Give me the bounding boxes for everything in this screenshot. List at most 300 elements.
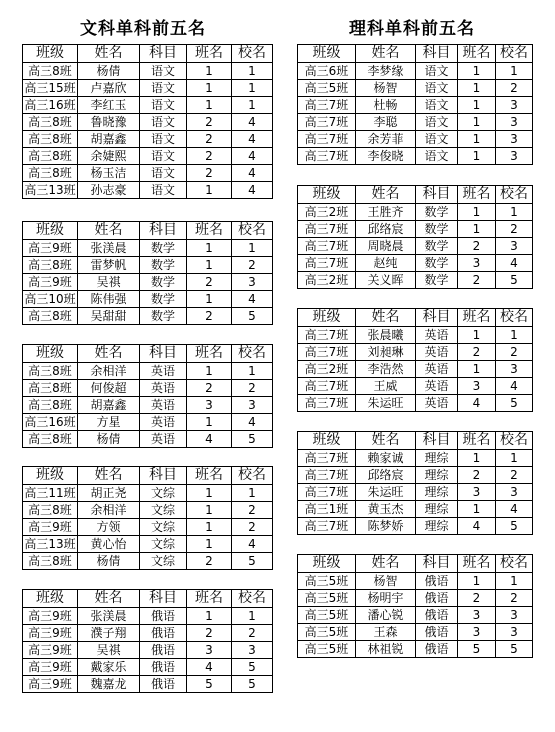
table-cell: 高三9班: [23, 519, 78, 536]
table-cell: 3: [496, 97, 533, 114]
table-cell: 4: [496, 255, 533, 272]
table-cell: 3: [458, 378, 496, 395]
table-cell: 语文: [140, 80, 187, 97]
table-cell: 1: [187, 63, 232, 80]
column-header: 科目: [140, 345, 187, 363]
table-cell: 俄语: [416, 607, 458, 624]
table-cell: 方领: [78, 519, 140, 536]
table-row: [298, 395, 533, 412]
table-header-row: [23, 590, 273, 608]
table-row: [23, 80, 273, 97]
column-header: 班级: [23, 345, 78, 363]
right-english-table: [297, 308, 533, 412]
table-cell: 4: [232, 536, 273, 553]
table-cell: 语文: [140, 63, 187, 80]
table-cell: 2: [496, 590, 533, 607]
table-cell: 高三16班: [24, 415, 76, 429]
right-chinese-table: [297, 44, 533, 165]
table-cell: 陈梦娇: [356, 518, 416, 535]
table-cell: 语文: [140, 182, 187, 199]
table-row: [298, 641, 533, 658]
table-cell: 高三8班: [23, 380, 78, 397]
table-header-row: [298, 432, 533, 450]
table-cell: 2: [458, 344, 496, 361]
column-header: 校名: [496, 555, 533, 573]
table-cell: 1: [187, 414, 232, 431]
table-cell: 语文: [416, 97, 458, 114]
table-cell: 邱络宸: [356, 467, 416, 484]
table-cell: 王森: [356, 624, 416, 641]
table-cell: 英语: [416, 361, 458, 378]
table-cell: 1: [187, 240, 232, 257]
table-cell: 2: [232, 257, 273, 274]
table-cell: 理综: [416, 501, 458, 518]
table-cell: 1: [458, 327, 496, 344]
table-cell: 5: [496, 272, 533, 289]
table-cell: 高三5班: [298, 624, 356, 641]
column-header: 班名: [187, 467, 232, 485]
table-cell: 3: [496, 607, 533, 624]
table-cell: 胡嘉鑫: [78, 131, 140, 148]
table-cell: 高三7班: [298, 327, 356, 344]
table-cell: 高三5班: [298, 607, 356, 624]
table-row: [23, 274, 273, 291]
table-cell: 高三11班: [24, 486, 76, 500]
table-cell: 4: [496, 501, 533, 518]
table-cell: 1: [187, 80, 232, 97]
table-cell: 高三5班: [298, 641, 356, 658]
table-cell: 俄语: [140, 659, 187, 676]
table-cell: 英语: [140, 414, 187, 431]
table-cell: 吴祺: [78, 274, 140, 291]
table-cell: 文综: [140, 519, 187, 536]
table-row: [23, 308, 273, 325]
table-cell: 邱络宸: [356, 221, 416, 238]
table-cell: 语文: [416, 114, 458, 131]
table-row: [298, 484, 533, 501]
table-cell: 高三8班: [23, 553, 78, 570]
column-header: 校名: [496, 309, 533, 327]
right-title: 理科单科前五名: [349, 19, 475, 39]
table-cell: 高三13班: [24, 183, 76, 197]
table-cell: 语文: [140, 148, 187, 165]
table-cell: 英语: [416, 327, 458, 344]
table-cell: 潘心锐: [356, 607, 416, 624]
table-row: [23, 182, 273, 199]
table-cell: 高三2班: [298, 272, 356, 289]
column-header: 校名: [496, 45, 533, 63]
table-cell: 英语: [416, 395, 458, 412]
table-row: [23, 97, 273, 114]
table-cell: 4: [232, 291, 273, 308]
left-chinese-table: [22, 44, 273, 199]
table-cell: 俄语: [140, 608, 187, 625]
table-cell: 2: [187, 308, 232, 325]
table-cell: 高三7班: [298, 97, 356, 114]
table-cell: 1: [458, 148, 496, 165]
table-row: [23, 63, 273, 80]
column-header: 班名: [458, 45, 496, 63]
table-cell: 1: [458, 221, 496, 238]
table-cell: 2: [458, 272, 496, 289]
table-cell: 1: [232, 608, 273, 625]
table-cell: 朱运旺: [356, 395, 416, 412]
table-cell: 1: [496, 63, 533, 80]
table-cell: 1: [232, 240, 273, 257]
table-cell: 高三5班: [298, 590, 356, 607]
table-cell: 1: [187, 485, 232, 502]
table-cell: 高三8班: [23, 397, 78, 414]
table-cell: 3: [496, 131, 533, 148]
column-header: 科目: [140, 45, 187, 63]
table-cell: 1: [458, 450, 496, 467]
table-cell: 杜畅: [356, 97, 416, 114]
table-cell: 1: [458, 80, 496, 97]
table-header-row: [298, 309, 533, 327]
table-cell: 2: [187, 274, 232, 291]
table-cell: 高三2班: [298, 204, 356, 221]
table-cell: 数学: [416, 238, 458, 255]
column-header: 科目: [140, 467, 187, 485]
table-row: [298, 518, 533, 535]
table-row: [23, 608, 273, 625]
table-cell: 魏嘉龙: [78, 676, 140, 693]
table-cell: 1: [496, 573, 533, 590]
table-cell: 5: [458, 641, 496, 658]
table-cell: 俄语: [416, 641, 458, 658]
table-cell: 5: [496, 395, 533, 412]
column-header: 班级: [298, 555, 356, 573]
table-cell: 高三7班: [298, 221, 356, 238]
table-cell: 高三10班: [24, 292, 76, 306]
table-cell: 高三8班: [23, 363, 78, 380]
table-cell: 关义晖: [356, 272, 416, 289]
table-row: [298, 80, 533, 97]
table-cell: 高三7班: [298, 344, 356, 361]
column-header: 校名: [496, 186, 533, 204]
table-cell: 英语: [416, 378, 458, 395]
table-cell: 吴祺: [78, 642, 140, 659]
column-header: 科目: [416, 45, 458, 63]
table-cell: 赖家诚: [356, 450, 416, 467]
table-cell: 吴甜甜: [78, 308, 140, 325]
table-cell: 3: [496, 484, 533, 501]
table-cell: 李梦缘: [356, 63, 416, 80]
table-cell: 余相洋: [78, 502, 140, 519]
table-cell: 高三8班: [23, 165, 78, 182]
table-cell: 高三7班: [298, 131, 356, 148]
table-cell: 高三8班: [23, 257, 78, 274]
table-cell: 高三8班: [23, 63, 78, 80]
table-cell: 1: [458, 63, 496, 80]
table-cell: 2: [496, 221, 533, 238]
table-row: [298, 327, 533, 344]
table-cell: 1: [232, 485, 273, 502]
table-cell: 黄玉杰: [356, 501, 416, 518]
table-cell: 高三8班: [23, 148, 78, 165]
table-cell: 高三7班: [298, 255, 356, 272]
table-cell: 2: [496, 80, 533, 97]
table-cell: 高三7班: [298, 484, 356, 501]
table-row: [298, 344, 533, 361]
table-header-row: [298, 45, 533, 63]
table-row: [298, 590, 533, 607]
table-cell: 5: [496, 641, 533, 658]
right-russian-table: [297, 554, 533, 658]
table-row: [23, 625, 273, 642]
table-cell: 高三8班: [23, 114, 78, 131]
table-cell: 数学: [140, 274, 187, 291]
table-cell: 1: [232, 63, 273, 80]
table-header-row: [23, 345, 273, 363]
table-row: [23, 380, 273, 397]
table-cell: 高三2班: [298, 361, 356, 378]
column-header: 科目: [416, 186, 458, 204]
table-cell: 杨倩: [78, 553, 140, 570]
table-cell: 3: [187, 397, 232, 414]
column-header: 班名: [187, 345, 232, 363]
table-cell: 4: [458, 395, 496, 412]
table-row: [23, 485, 273, 502]
table-cell: 4: [232, 182, 273, 199]
table-row: [23, 257, 273, 274]
column-header: 姓名: [78, 345, 140, 363]
table-cell: 高三9班: [23, 274, 78, 291]
table-cell: 3: [496, 361, 533, 378]
table-row: [298, 450, 533, 467]
table-cell: 4: [232, 148, 273, 165]
column-header: 姓名: [356, 186, 416, 204]
table-cell: 理综: [416, 518, 458, 535]
table-cell: 高三5班: [298, 573, 356, 590]
table-header-row: [23, 45, 273, 63]
table-cell: 3: [232, 274, 273, 291]
table-cell: 数学: [416, 204, 458, 221]
table-row: [298, 607, 533, 624]
table-cell: 1: [187, 97, 232, 114]
table-cell: 俄语: [140, 642, 187, 659]
table-cell: 文综: [140, 502, 187, 519]
table-cell: 胡正尧: [78, 485, 140, 502]
table-cell: 2: [232, 519, 273, 536]
table-cell: 陈伟强: [78, 291, 140, 308]
table-cell: 5: [232, 659, 273, 676]
table-row: [23, 240, 273, 257]
table-cell: 2: [187, 131, 232, 148]
table-cell: 4: [232, 414, 273, 431]
table-cell: 濮子翔: [78, 625, 140, 642]
column-header: 姓名: [356, 45, 416, 63]
table-cell: 1: [232, 97, 273, 114]
table-cell: 李红玉: [78, 97, 140, 114]
table-row: [298, 63, 533, 80]
table-cell: 3: [232, 642, 273, 659]
table-cell: 语文: [416, 80, 458, 97]
table-cell: 2: [187, 553, 232, 570]
table-cell: 余芳菲: [356, 131, 416, 148]
table-cell: 4: [496, 378, 533, 395]
table-cell: 1: [232, 80, 273, 97]
table-row: [23, 131, 273, 148]
table-cell: 1: [458, 501, 496, 518]
table-cell: 2: [458, 467, 496, 484]
table-cell: 4: [458, 518, 496, 535]
table-cell: 周晓晨: [356, 238, 416, 255]
table-cell: 数学: [140, 240, 187, 257]
table-cell: 3: [496, 114, 533, 131]
table-row: [298, 131, 533, 148]
table-cell: 3: [458, 607, 496, 624]
table-cell: 高三1班: [298, 501, 356, 518]
table-cell: 1: [187, 519, 232, 536]
table-cell: 1: [232, 363, 273, 380]
table-row: [298, 204, 533, 221]
table-cell: 3: [458, 484, 496, 501]
table-cell: 杨智: [356, 80, 416, 97]
table-row: [23, 642, 273, 659]
table-cell: 语文: [416, 148, 458, 165]
table-row: [23, 519, 273, 536]
table-cell: 1: [496, 450, 533, 467]
table-cell: 语文: [416, 63, 458, 80]
column-header: 校名: [232, 45, 273, 63]
table-cell: 高三9班: [23, 642, 78, 659]
table-cell: 3: [458, 255, 496, 272]
table-row: [298, 255, 533, 272]
table-cell: 2: [232, 625, 273, 642]
table-cell: 高三7班: [298, 467, 356, 484]
table-cell: 朱运旺: [356, 484, 416, 501]
table-cell: 俄语: [416, 624, 458, 641]
column-header: 科目: [416, 432, 458, 450]
table-cell: 孙志豪: [78, 182, 140, 199]
table-cell: 高三16班: [24, 98, 76, 112]
table-cell: 戴家乐: [78, 659, 140, 676]
table-cell: 理综: [416, 467, 458, 484]
table-row: [298, 573, 533, 590]
table-cell: 3: [496, 148, 533, 165]
table-cell: 余婕熙: [78, 148, 140, 165]
table-row: [298, 238, 533, 255]
table-cell: 5: [496, 518, 533, 535]
table-cell: 赵纯: [356, 255, 416, 272]
table-cell: 5: [232, 553, 273, 570]
table-cell: 高三5班: [298, 80, 356, 97]
table-cell: 卢嘉欣: [78, 80, 140, 97]
table-cell: 语文: [140, 131, 187, 148]
table-cell: 1: [187, 291, 232, 308]
table-cell: 英语: [140, 397, 187, 414]
table-cell: 4: [232, 165, 273, 182]
table-cell: 英语: [140, 363, 187, 380]
table-cell: 高三8班: [23, 131, 78, 148]
table-cell: 李俊晓: [356, 148, 416, 165]
table-cell: 语文: [416, 131, 458, 148]
table-row: [23, 659, 273, 676]
column-header: 班名: [458, 309, 496, 327]
column-header: 姓名: [78, 467, 140, 485]
table-cell: 4: [232, 131, 273, 148]
table-cell: 鲁晓豫: [78, 114, 140, 131]
table-cell: 4: [232, 114, 273, 131]
table-cell: 2: [458, 238, 496, 255]
table-cell: 杨倩: [78, 63, 140, 80]
table-cell: 雷梦帆: [78, 257, 140, 274]
right-math-table: [297, 185, 533, 289]
table-cell: 1: [187, 182, 232, 199]
table-cell: 1: [496, 327, 533, 344]
column-header: 校名: [232, 467, 273, 485]
table-cell: 1: [458, 97, 496, 114]
table-cell: 高三7班: [298, 450, 356, 467]
table-cell: 1: [496, 204, 533, 221]
table-cell: 1: [458, 204, 496, 221]
column-header: 姓名: [356, 432, 416, 450]
table-cell: 杨智: [356, 573, 416, 590]
table-cell: 俄语: [140, 676, 187, 693]
table-cell: 2: [232, 502, 273, 519]
table-cell: 1: [187, 608, 232, 625]
table-cell: 数学: [140, 291, 187, 308]
column-header: 班级: [23, 45, 78, 63]
column-header: 班名: [458, 432, 496, 450]
table-row: [298, 221, 533, 238]
table-header-row: [23, 467, 273, 485]
table-cell: 2: [458, 590, 496, 607]
table-cell: 2: [232, 380, 273, 397]
table-cell: 王胜齐: [356, 204, 416, 221]
table-row: [298, 361, 533, 378]
table-cell: 2: [187, 165, 232, 182]
column-header: 班名: [458, 555, 496, 573]
table-cell: 高三7班: [298, 518, 356, 535]
table-cell: 5: [232, 431, 273, 448]
table-cell: 数学: [140, 308, 187, 325]
table-cell: 5: [232, 676, 273, 693]
table-row: [298, 378, 533, 395]
table-row: [23, 414, 273, 431]
table-cell: 高三9班: [23, 676, 78, 693]
table-cell: 语文: [140, 97, 187, 114]
table-cell: 语文: [140, 114, 187, 131]
table-cell: 俄语: [416, 590, 458, 607]
table-cell: 高三8班: [23, 308, 78, 325]
table-row: [298, 467, 533, 484]
left-title: 文科单科前五名: [80, 19, 206, 39]
column-header: 校名: [496, 432, 533, 450]
column-header: 姓名: [78, 45, 140, 63]
column-header: 班名: [187, 222, 232, 240]
table-cell: 黄心怡: [78, 536, 140, 553]
table-row: [298, 114, 533, 131]
table-cell: 数学: [416, 272, 458, 289]
table-cell: 李聪: [356, 114, 416, 131]
table-cell: 数学: [416, 221, 458, 238]
table-cell: 5: [232, 308, 273, 325]
column-header: 班级: [298, 432, 356, 450]
table-cell: 1: [458, 114, 496, 131]
column-header: 班级: [23, 467, 78, 485]
column-header: 班级: [298, 186, 356, 204]
table-cell: 3: [496, 238, 533, 255]
table-cell: 文综: [140, 553, 187, 570]
table-cell: 2: [187, 148, 232, 165]
table-cell: 英语: [140, 431, 187, 448]
table-cell: 3: [232, 397, 273, 414]
right-combined-table: [297, 431, 533, 535]
column-header: 班名: [187, 45, 232, 63]
column-header: 校名: [232, 222, 273, 240]
